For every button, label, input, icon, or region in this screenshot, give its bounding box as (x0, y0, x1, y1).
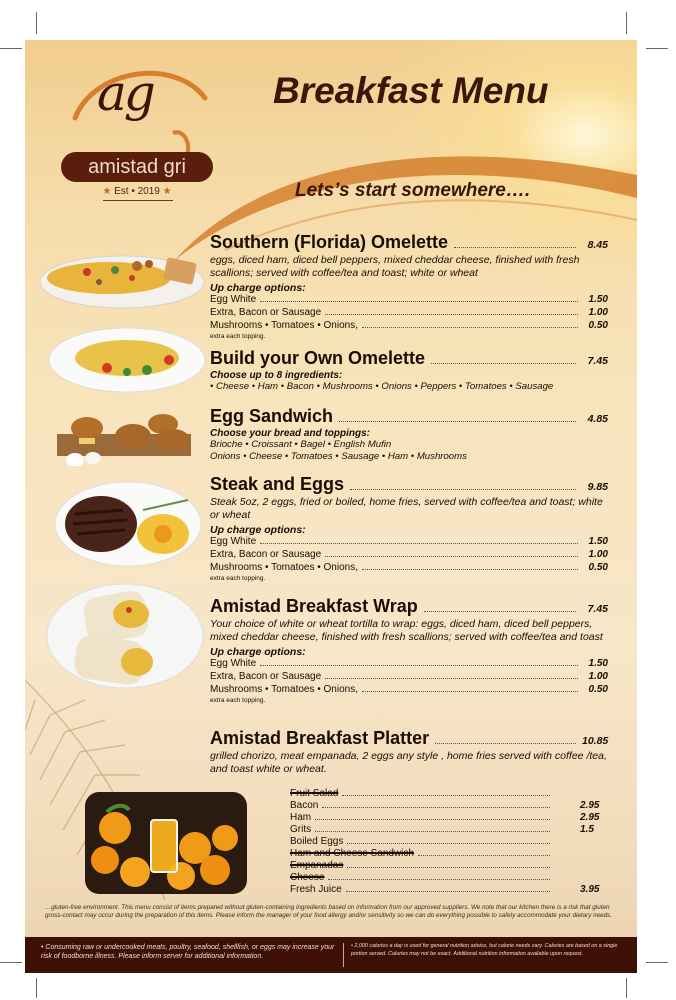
upcharge-row: Extra, Bacon or Sausage 1.00 (210, 549, 608, 560)
upcharge-note: extra each topping. (210, 575, 266, 582)
upcharge-row: Egg White 1.50 (210, 658, 608, 669)
steak-eggs-image (53, 480, 203, 568)
item-description: Steak 5oz, 2 eggs, fried or boiled, home fries, served with coffee/tea and toast; white or wheat (210, 496, 603, 521)
upcharge-row: Mushrooms • Tomatoes • Onions, 0.50 (210, 684, 608, 695)
item-name: Steak and Eggs (210, 474, 345, 494)
upcharge-row: Mushrooms • Tomatoes • Onions, 0.50 (210, 320, 608, 331)
crop-mark (646, 48, 668, 49)
footer (25, 937, 637, 973)
menu-item-steak-eggs (210, 474, 608, 582)
crop-mark (626, 12, 627, 34)
upcharge-note: extra each topping. (210, 697, 266, 704)
footer-warning: • Consuming raw or undercooked meats, poultry, seafood, shellfish, or eggs may increase your risk of foodborne illness. Please inform server for additional information. (41, 944, 335, 960)
page-title: Breakfast Menu (273, 70, 549, 111)
logo-est: ★ Est • 2019 ★ (102, 186, 172, 197)
side-item: Empanadas (290, 860, 608, 872)
side-item: Grits 1.5 (290, 824, 594, 835)
upcharge-row: Extra, Bacon or Sausage 1.00 (210, 307, 608, 318)
crop-mark (626, 978, 627, 998)
side-item: Boiled Eggs (290, 836, 608, 848)
logo-name: amistad gri (61, 152, 213, 182)
oranges-juice-image (75, 788, 255, 898)
item-description: grilled chorizo, meat empanada, 2 eggs any style , home fries served with coffee /tea, and toast white or wheat. (210, 750, 607, 775)
crop-mark (0, 48, 22, 49)
item-subtitle: Choose your bread and toppings: (210, 428, 371, 439)
item-price: 7.45 (587, 355, 608, 367)
upcharge-row: Extra, Bacon or Sausage 1.00 (210, 671, 608, 682)
menu-sheet (25, 40, 637, 973)
item-ingredients: Brioche • Croissant • Bagel • English Mufin (210, 439, 392, 450)
gluten-disclaimer: …gluten-free environment. This menu consist of items prepared without gluten-containing ingredients based on information from our approved suppliers. We note that our kitchen there is a risk that gluten gross-contact may occur during the preparation of this items. Please inform the manager of your food allergy and/or sensitivity so we can do everything possible to safety accommodate your dietary needs. (45, 904, 613, 919)
item-name: Amistad Breakfast Platter (210, 728, 430, 748)
item-description: Your choice of white or wheat tortilla to wrap: eggs, diced ham, diced bell peppers, mixed cheddar cheese, finished with fresh scallions; served with coffee/tea and toast (210, 618, 603, 643)
logo-est-text: Est • 2019 (114, 186, 160, 197)
crop-mark (36, 978, 37, 998)
side-item: Fresh Juice 3.95 (290, 884, 600, 895)
upcharge-row: Egg White 1.50 (210, 294, 608, 305)
item-ingredients: Onions • Cheese • Tomatoes • Sausage • Ham • Mushrooms (210, 451, 467, 462)
menu-item-egg-sandwich (210, 406, 608, 463)
crop-mark (36, 12, 37, 34)
upcharge-row: Mushrooms • Tomatoes • Onions, 0.50 (210, 562, 608, 573)
footer-divider (343, 943, 344, 967)
item-description: eggs, diced ham, diced bell peppers, mixed cheddar cheese, finished with fresh scallions; served with coffee/tea and toast; white or wheat (210, 254, 580, 279)
logo-divider (103, 200, 173, 201)
build-omelette-image (47, 322, 207, 394)
item-price: 10.85 (582, 735, 609, 747)
item-name: Egg Sandwich (210, 406, 334, 426)
side-item: Fruit Salad (290, 788, 608, 800)
upcharge-title: Up charge options: (210, 282, 306, 294)
egg-sandwich-image (47, 404, 197, 466)
crop-mark (646, 962, 668, 963)
item-name: Amistad Breakfast Wrap (210, 596, 418, 616)
side-item: Ham 2.95 (290, 812, 600, 823)
upcharge-title: Up charge options: (210, 646, 306, 658)
side-item: Cheese (290, 872, 608, 884)
logo-initials: ag (97, 64, 153, 122)
item-name: Southern (Florida) Omelette (210, 232, 449, 252)
upcharge-title: Up charge options: (210, 524, 306, 536)
menu-item-southern-omelette (210, 232, 608, 340)
item-price: 4.85 (587, 413, 608, 425)
upcharge-row: Egg White 1.50 (210, 536, 608, 547)
menu-item-build-omelette (210, 348, 608, 393)
omelette-plate-image (37, 240, 207, 310)
footer-calories: • 2,000 calories a day is used for general nutrition advice, but calorie needs vary. Calories are based on a single portion served. Calories may not be exact. Additional nutrition information available upon request. (351, 943, 618, 957)
item-ingredients: • Cheese • Ham • Bacon • Mushrooms • Onions • Peppers • Tomatoes • Sausage (210, 381, 554, 392)
breakfast-wrap-image (45, 580, 205, 692)
item-subtitle: Choose up to 8 ingredients: (210, 370, 343, 381)
menu-item-breakfast-wrap (210, 596, 608, 704)
item-price: 9.85 (587, 481, 608, 493)
item-name: Build your Own Omelette (210, 348, 426, 368)
side-item: Ham and Cheese Sandwich (290, 848, 608, 860)
upcharge-note: extra each topping. (210, 333, 266, 340)
crop-mark (0, 962, 22, 963)
sides-list (290, 788, 608, 896)
item-price: 7.45 (587, 603, 608, 615)
page-subtitle: Lets’s start somewhere…. (295, 180, 531, 201)
side-item: Bacon 2.95 (290, 800, 600, 811)
item-price: 8.45 (587, 239, 608, 251)
menu-item-breakfast-platter (210, 728, 608, 776)
